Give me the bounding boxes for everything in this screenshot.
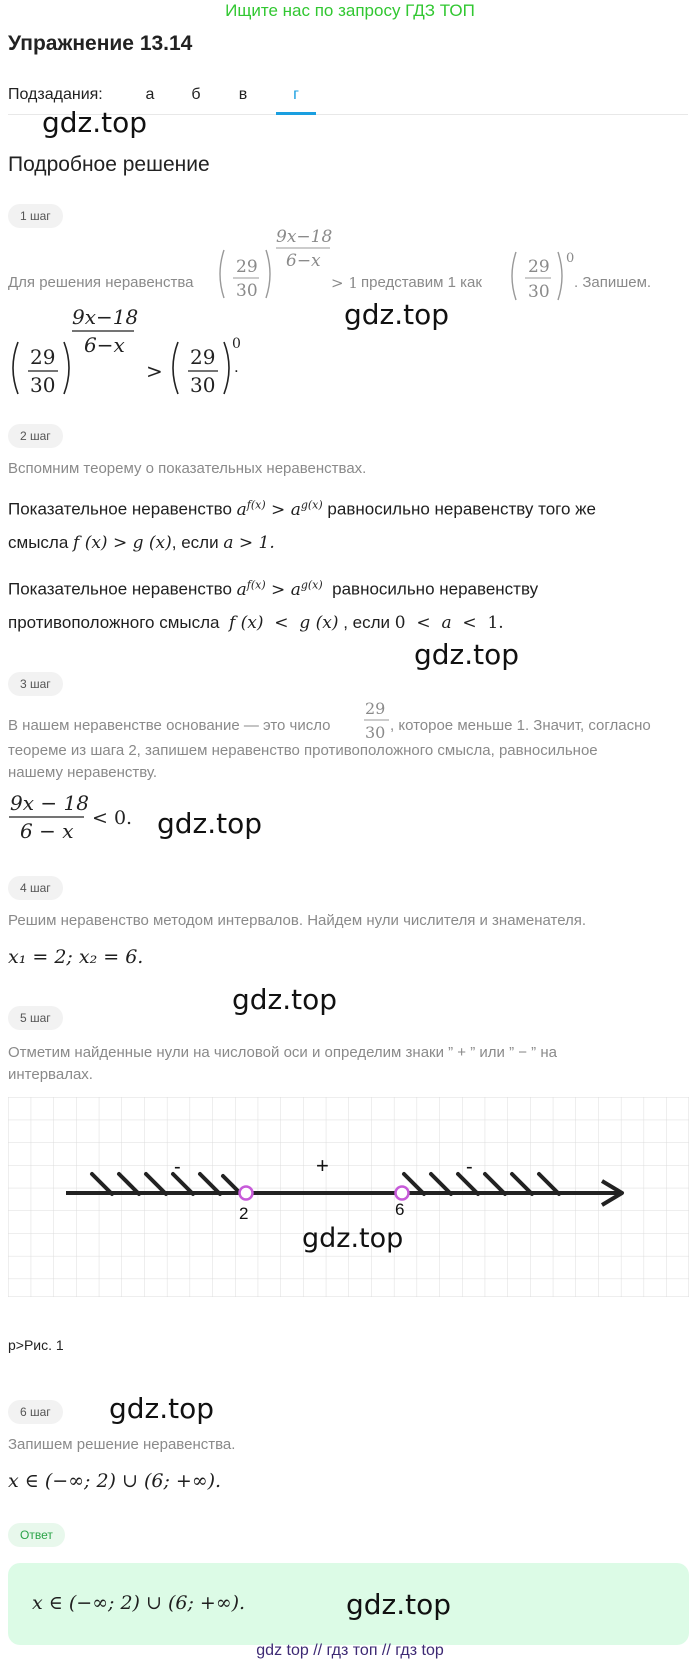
step-badge: 4 шаг (8, 876, 63, 900)
inequality-relation: > 1 (331, 274, 358, 292)
fraction-numerator: 29 (236, 257, 258, 277)
tab-b[interactable]: б (191, 86, 201, 103)
fraction-numerator: 29 (528, 257, 550, 277)
footer-links[interactable]: gdz top // гдз топ // гдз top (256, 1642, 444, 1659)
step-text: Отметим найденные нули на числовой оси и определим знаки ” + ” или ” − ” на (8, 1044, 557, 1061)
answer-badge: Ответ (8, 1523, 65, 1547)
sign-mid: + (316, 1153, 329, 1178)
fraction-denominator: 30 (190, 373, 216, 397)
solution-title: Подробное решение (8, 153, 210, 176)
promo-banner: Ищите нас по запросу ГДЗ ТОП (225, 1, 475, 20)
point-label-2: 2 (239, 1204, 249, 1223)
solution: x ∈ (−∞; 2) ∪ (6; +∞). (8, 1470, 222, 1492)
fraction-denominator: 30 (30, 373, 56, 397)
point-2 (240, 1187, 253, 1200)
formula-inequality (6, 788, 136, 844)
point-label-6: 6 (395, 1200, 405, 1219)
step-text: Запишем решение неравенства. (8, 1436, 236, 1453)
exponent-numerator: 9x−18 (276, 228, 333, 247)
step-text: Для решения неравенства (8, 274, 194, 291)
watermark: gdz.top (232, 983, 338, 1016)
step-text: нашему неравенству. (8, 764, 158, 781)
step-text: . Запишем. (574, 274, 652, 291)
watermark: gdz.top (302, 1223, 404, 1254)
exponent-denominator: 6−x (84, 333, 125, 357)
inequality-denominator: 6 − x (20, 819, 74, 843)
watermark: gdz.top (109, 1392, 215, 1425)
step-text: В нашем неравенстве основание — это число (8, 717, 331, 734)
tab-v[interactable]: в (238, 86, 248, 103)
active-tab-indicator (276, 112, 316, 115)
number-line-figure (8, 1097, 689, 1297)
page-title: Упражнение 13.14 (8, 32, 193, 55)
fraction-denominator: 30 (365, 723, 386, 742)
inequality-relation: < 0. (92, 807, 133, 829)
step-text: представим 1 как (361, 274, 482, 291)
watermark: gdz.top (346, 1588, 452, 1621)
step-text: теореме из шага 2, запишем неравенство противоположного смысла, равносильное (8, 742, 598, 759)
sign-left: - (174, 1156, 181, 1178)
step-badge: 2 шаг (8, 424, 63, 448)
tab-a[interactable]: а (145, 86, 155, 103)
step-text: Вспомним теорему о показательных неравенствах. (8, 460, 367, 477)
step-badge: 5 шаг (8, 1006, 63, 1030)
fraction-denominator: 30 (236, 281, 258, 301)
formula-power-fraction (214, 228, 344, 308)
fraction-numerator: 29 (30, 345, 56, 369)
fraction-numerator: 29 (365, 699, 386, 718)
exponent-denominator: 6−x (286, 251, 321, 271)
step-text: интервалах. (8, 1066, 93, 1083)
theorem-line: Показательное неравенство $a^{f(x)} > a^{g(x)}$ равносильно неравенству того же (8, 498, 597, 520)
zero-exponent: 0 (566, 251, 575, 266)
watermark: gdz.top (157, 807, 263, 840)
point-6 (396, 1187, 409, 1200)
relation: > (146, 359, 163, 383)
fraction-numerator: 29 (190, 345, 216, 369)
fraction-denominator: 30 (528, 282, 550, 302)
theorem-line: смысла f (x) > g (x), если a > 1. (8, 533, 275, 553)
subtasks-label: Подзадания: (8, 86, 103, 103)
figure-caption: p>Рис. 1 (8, 1337, 64, 1353)
step-text: , которое меньше 1. Значит, согласно (390, 717, 651, 734)
exponent-numerator: 9x−18 (72, 305, 139, 329)
formula-zero-power (506, 248, 581, 308)
step-badge: 6 шаг (8, 1400, 63, 1424)
tab-g[interactable]: г (293, 86, 299, 103)
theorem-line: Показательное неравенство $a^{f(x)} > a^{g(x)}$ равносильно неравенству (8, 578, 539, 600)
theorem-line: противоположного смысла f (x) < g (x) , если 0 < a < 1. (8, 613, 504, 633)
watermark: gdz.top (344, 298, 450, 331)
zero-exponent: 0 (232, 336, 241, 352)
sign-right: - (466, 1156, 473, 1178)
step-badge: 1 шаг (8, 204, 63, 228)
fraction-base (363, 696, 393, 744)
formula-rewritten (4, 304, 254, 400)
step-badge: 3 шаг (8, 672, 63, 696)
roots: x₁ = 2; x₂ = 6. (8, 946, 144, 968)
inequality-numerator: 9x − 18 (10, 791, 89, 815)
answer-text: x ∈ (−∞; 2) ∪ (6; +∞). (32, 1592, 246, 1614)
watermark: gdz.top (414, 638, 520, 671)
step-text: Решим неравенство методом интервалов. Найдем нули числителя и знаменателя. (8, 912, 587, 929)
watermark: gdz.top (42, 106, 148, 139)
period: . (234, 357, 239, 376)
